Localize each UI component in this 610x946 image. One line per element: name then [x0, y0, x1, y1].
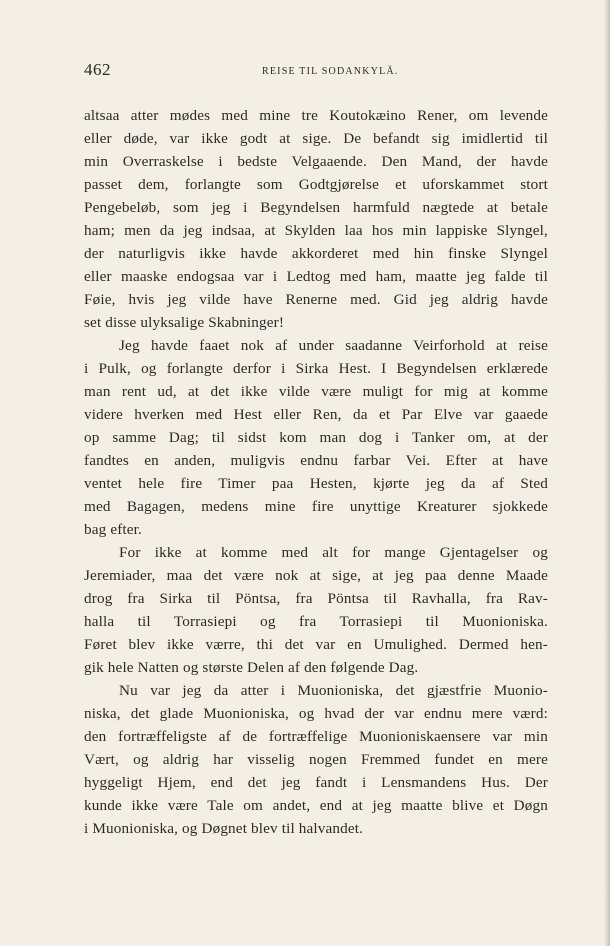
page-number: 462: [84, 60, 111, 79]
text-line: passet dem, forlangte som Godtgjørelse et uforskammet stort: [84, 176, 548, 193]
text-line: Nu var jeg da atter i Muonioniska, det gjæstfrie Muonio-: [119, 682, 548, 699]
page-edge-shadow: [604, 0, 610, 946]
text-line: der naturligvis ikke havde akkorderet med hin finske Slyngel: [84, 245, 548, 262]
text-line: bag efter.: [84, 521, 143, 538]
text-line: Vært, og aldrig har visselig nogen Fremmed fundet en mere: [84, 751, 548, 768]
text-line: kunde ikke være Tale om andet, end at jeg maatte blive et Døgn: [84, 797, 548, 814]
text-line: ventet hele fire Timer paa Hesten, kjørte jeg da af Sted: [84, 475, 548, 492]
text-line: den fortræffeligste af de fortræffelige Muonioniskaensere var min: [84, 728, 548, 745]
text-line: niska, det glade Muonioniska, og hvad der var endnu mere værd:: [84, 705, 548, 722]
text-line: op samme Dag; til sidst kom man dog i Tanker om, at der: [84, 429, 548, 446]
text-line: min Overraskelse i bedste Velgaaende. Den Mand, der havde: [84, 153, 548, 170]
text-line: Jeg havde faaet nok af under saadanne Veirforhold at reise: [119, 337, 548, 354]
text-line: ham; men da jeg indsaa, at Skylden laa hos min lappiske Slyngel,: [84, 222, 548, 239]
text-line: fandtes en anden, muligvis endnu farbar Vei. Efter at have: [84, 452, 548, 469]
text-line: med Bagagen, medens mine fire unyttige Kreaturer sjokkede: [84, 498, 548, 515]
text-line: i Pulk, og forlangte derfor i Sirka Hest. I Begyndelsen erklærede: [84, 360, 548, 377]
text-line: man rent ud, at det ikke vilde være muligt for mig at komme: [84, 383, 548, 400]
page-header: [84, 60, 554, 80]
text-line: Pengebeløb, som jeg i Begyndelsen harmfuld nægtede at betale: [84, 199, 548, 216]
text-line: Føret blev ikke værre, thi det var en Umulighed. Dermed hen-: [84, 636, 548, 653]
text-line: eller døde, var ikke godt at sige. De befandt sig imidlertid til: [84, 130, 548, 147]
text-line: eller maaske endogsaa var i Ledtog med ham, maatte jeg falde til: [84, 268, 548, 285]
running-head: REISE TIL SODANKYLÄ.: [262, 66, 399, 77]
text-line: videre hverken med Hest eller Ren, da et Par Elve var gaaede: [84, 406, 548, 423]
text-line: hyggeligt Hjem, end det jeg fandt i Lensmandens Hus. Der: [84, 774, 548, 791]
body-text: [84, 104, 548, 840]
text-line: set disse ulyksalige Skabninger!: [84, 314, 285, 331]
text-line: gik hele Natten og største Delen af den følgende Dag.: [84, 659, 419, 676]
text-line: For ikke at komme med alt for mange Gjentagelser og: [119, 544, 548, 561]
text-line: Føie, hvis jeg vilde have Renerne med. Gid jeg aldrig havde: [84, 291, 548, 308]
text-line: halla til Torrasiepi og fra Torrasiepi til Muonioniska.: [84, 613, 548, 630]
text-line: drog fra Sirka til Pöntsa, fra Pöntsa til Ravhalla, fra Rav-: [84, 590, 548, 607]
text-line: altsaa atter mødes med mine tre Koutokæino Rener, om levende: [84, 107, 548, 124]
text-line: i Muonioniska, og Døgnet blev til halvandet.: [84, 820, 364, 837]
text-line: Jeremiader, maa det være nok at sige, at jeg paa denne Maade: [84, 567, 548, 584]
